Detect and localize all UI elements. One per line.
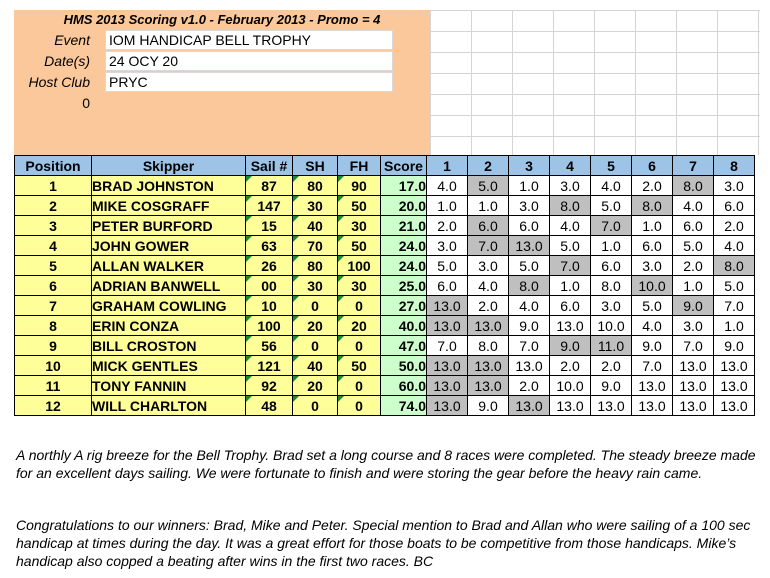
race-result-cell[interactable]: 6.0 xyxy=(427,276,468,296)
table-row xyxy=(15,336,755,356)
race-report-paragraph: A northly A rig breeze for the Bell Trophy. Brad set a long course and 8 races were completed. The steady breeze made for an excellent days sailing. We were fortunate to finish and were storing the gear before the heavy rain came. xyxy=(16,447,756,481)
race-result-cell[interactable]: 13.0 xyxy=(714,376,755,396)
race-result-cell[interactable]: 3.0 xyxy=(714,176,755,196)
race-result-cell[interactable]: 13.0 xyxy=(591,396,632,416)
race-result-cell[interactable]: 2.0 xyxy=(714,216,755,236)
position-cell[interactable]: 12 xyxy=(15,396,92,416)
table-row xyxy=(15,316,755,336)
race-result-cell[interactable]: 4.0 xyxy=(427,176,468,196)
sail-number-cell[interactable]: 100 xyxy=(246,316,293,336)
race-result-cell[interactable]: 7.0 xyxy=(632,356,673,376)
table-row xyxy=(15,276,755,296)
race-result-cell[interactable]: 5.0 xyxy=(427,256,468,276)
race-result-cell[interactable]: 7.0 xyxy=(591,216,632,236)
host-club-row xyxy=(14,72,430,93)
position-cell[interactable]: 8 xyxy=(15,316,92,336)
race-result-cell[interactable]: 1.0 xyxy=(714,316,755,336)
race-result-cell[interactable]: 10.0 xyxy=(591,316,632,336)
score-cell[interactable]: 24.0 xyxy=(381,236,427,256)
race-result-cell[interactable]: 13.0 xyxy=(427,316,468,336)
fh-cell[interactable]: 0 xyxy=(338,296,381,316)
race-result-cell[interactable]: 11.0 xyxy=(591,336,632,356)
race-result-cell[interactable]: 6.0 xyxy=(673,216,714,236)
race-result-cell[interactable]: 9.0 xyxy=(714,336,755,356)
zero-cell[interactable]: 0 xyxy=(82,95,90,111)
sh-cell[interactable]: 0 xyxy=(293,336,338,356)
race-result-cell[interactable]: 6.0 xyxy=(714,196,755,216)
position-cell[interactable]: 3 xyxy=(15,216,92,236)
col-score[interactable]: Score xyxy=(381,156,427,176)
race-result-cell[interactable]: 6.0 xyxy=(509,216,550,236)
race-result-cell[interactable]: 1.0 xyxy=(591,236,632,256)
race-result-cell[interactable]: 8.0 xyxy=(632,196,673,216)
race-result-cell[interactable]: 5.0 xyxy=(714,276,755,296)
race-result-cell[interactable]: 9.0 xyxy=(632,336,673,356)
fh-cell[interactable]: 50 xyxy=(338,356,381,376)
col-race-7[interactable]: 7 xyxy=(673,156,714,176)
race-result-cell[interactable]: 5.0 xyxy=(550,236,591,256)
race-result-cell[interactable]: 8.0 xyxy=(591,276,632,296)
sail-number-cell[interactable]: 63 xyxy=(246,236,293,256)
race-result-cell[interactable]: 2.0 xyxy=(509,376,550,396)
race-result-cell[interactable]: 3.0 xyxy=(427,236,468,256)
race-result-cell[interactable]: 8.0 xyxy=(673,176,714,196)
sh-cell[interactable]: 40 xyxy=(293,216,338,236)
skipper-cell[interactable]: PETER BURFORD xyxy=(92,216,246,236)
race-result-cell[interactable]: 7.0 xyxy=(509,336,550,356)
score-cell[interactable]: 60.0 xyxy=(381,376,427,396)
position-cell[interactable]: 10 xyxy=(15,356,92,376)
event-row xyxy=(14,30,430,51)
table-row xyxy=(15,176,755,196)
race-result-cell[interactable]: 8.0 xyxy=(468,336,509,356)
fh-cell[interactable]: 90 xyxy=(338,176,381,196)
position-cell[interactable]: 7 xyxy=(15,296,92,316)
col-position[interactable]: Position xyxy=(15,156,92,176)
sh-cell[interactable]: 0 xyxy=(293,396,338,416)
skipper-cell[interactable]: WILL CHARLTON xyxy=(92,396,246,416)
race-result-cell[interactable]: 7.0 xyxy=(468,236,509,256)
sail-number-cell[interactable]: 48 xyxy=(246,396,293,416)
race-result-cell[interactable]: 6.0 xyxy=(468,216,509,236)
fh-cell[interactable]: 20 xyxy=(338,316,381,336)
race-result-cell[interactable]: 1.0 xyxy=(632,216,673,236)
table-row xyxy=(15,296,755,316)
position-cell[interactable]: 9 xyxy=(15,336,92,356)
race-result-cell[interactable]: 6.0 xyxy=(632,236,673,256)
race-result-cell[interactable]: 13.0 xyxy=(714,396,755,416)
skipper-cell[interactable]: ALLAN WALKER xyxy=(92,256,246,276)
skipper-cell[interactable]: JOHN GOWER xyxy=(92,236,246,256)
dates-label: Date(s) xyxy=(44,53,90,69)
fh-cell[interactable]: 0 xyxy=(338,396,381,416)
col-race-2[interactable]: 2 xyxy=(468,156,509,176)
fh-cell[interactable]: 50 xyxy=(338,236,381,256)
race-result-cell[interactable]: 5.0 xyxy=(673,236,714,256)
score-cell[interactable]: 74.0 xyxy=(381,396,427,416)
sh-cell[interactable]: 0 xyxy=(293,296,338,316)
score-cell[interactable]: 50.0 xyxy=(381,356,427,376)
sail-number-cell[interactable]: 147 xyxy=(246,196,293,216)
skipper-cell[interactable]: TONY FANNIN xyxy=(92,376,246,396)
race-result-cell[interactable]: 3.0 xyxy=(673,316,714,336)
sh-cell[interactable]: 20 xyxy=(293,376,338,396)
race-result-cell[interactable]: 9.0 xyxy=(591,376,632,396)
col-sail-number[interactable]: Sail # xyxy=(246,156,293,176)
fh-cell[interactable]: 0 xyxy=(338,336,381,356)
race-result-cell[interactable]: 4.0 xyxy=(714,236,755,256)
race-result-cell[interactable]: 3.0 xyxy=(591,296,632,316)
race-result-cell[interactable]: 1.0 xyxy=(673,276,714,296)
col-sh[interactable]: SH xyxy=(293,156,338,176)
col-skipper[interactable]: Skipper xyxy=(92,156,246,176)
position-cell[interactable]: 1 xyxy=(15,176,92,196)
table-row xyxy=(15,376,755,396)
race-result-cell[interactable]: 2.0 xyxy=(673,256,714,276)
race-result-cell[interactable]: 2.0 xyxy=(468,296,509,316)
results-body xyxy=(15,176,755,416)
race-result-cell[interactable]: 1.0 xyxy=(550,276,591,296)
race-result-cell[interactable]: 8.0 xyxy=(550,196,591,216)
score-cell[interactable]: 40.0 xyxy=(381,316,427,336)
table-row xyxy=(15,396,755,416)
score-cell[interactable]: 20.0 xyxy=(381,196,427,216)
race-result-cell[interactable]: 4.0 xyxy=(509,296,550,316)
col-race-5[interactable]: 5 xyxy=(591,156,632,176)
event-field[interactable]: IOM HANDICAP BELL TROPHY xyxy=(105,30,393,50)
col-race-4[interactable]: 4 xyxy=(550,156,591,176)
event-label: Event xyxy=(54,32,90,48)
race-result-cell[interactable]: 2.0 xyxy=(591,356,632,376)
skipper-cell[interactable]: GRAHAM COWLING xyxy=(92,296,246,316)
skipper-cell[interactable]: BILL CROSTON xyxy=(92,336,246,356)
col-race-6[interactable]: 6 xyxy=(632,156,673,176)
score-cell[interactable]: 17.0 xyxy=(381,176,427,196)
race-result-cell[interactable]: 3.0 xyxy=(468,256,509,276)
race-result-cell[interactable]: 13.0 xyxy=(550,396,591,416)
race-result-cell[interactable]: 3.0 xyxy=(550,176,591,196)
race-result-cell[interactable]: 1.0 xyxy=(509,176,550,196)
fh-cell[interactable]: 100 xyxy=(338,256,381,276)
score-cell[interactable]: 24.0 xyxy=(381,256,427,276)
race-result-cell[interactable]: 13.0 xyxy=(550,316,591,336)
sail-number-cell[interactable]: 87 xyxy=(246,176,293,196)
fh-cell[interactable]: 50 xyxy=(338,196,381,216)
race-result-cell[interactable]: 13.0 xyxy=(509,236,550,256)
sail-number-cell[interactable]: 92 xyxy=(246,376,293,396)
skipper-cell[interactable]: ADRIAN BANWELL xyxy=(92,276,246,296)
race-result-cell[interactable]: 10.0 xyxy=(550,376,591,396)
race-result-cell[interactable]: 4.0 xyxy=(632,316,673,336)
dates-row xyxy=(14,51,430,72)
race-result-cell[interactable]: 4.0 xyxy=(673,196,714,216)
host-club-field[interactable]: PRYC xyxy=(105,72,393,92)
table-row xyxy=(15,196,755,216)
position-cell[interactable]: 2 xyxy=(15,196,92,216)
race-result-cell[interactable]: 1.0 xyxy=(427,196,468,216)
race-result-cell[interactable]: 3.0 xyxy=(509,196,550,216)
col-race-3[interactable]: 3 xyxy=(509,156,550,176)
race-result-cell[interactable]: 8.0 xyxy=(509,276,550,296)
table-row xyxy=(15,256,755,276)
race-result-cell[interactable]: 9.0 xyxy=(550,336,591,356)
table-row xyxy=(15,216,755,236)
race-result-cell[interactable]: 2.0 xyxy=(427,216,468,236)
race-result-cell[interactable]: 5.0 xyxy=(509,256,550,276)
race-result-cell[interactable]: 13.0 xyxy=(673,396,714,416)
sail-number-cell[interactable]: 10 xyxy=(246,296,293,316)
sail-number-cell[interactable]: 56 xyxy=(246,336,293,356)
skipper-cell[interactable]: MIKE COSGRAFF xyxy=(92,196,246,216)
skipper-cell[interactable]: MICK GENTLES xyxy=(92,356,246,376)
position-cell[interactable]: 4 xyxy=(15,236,92,256)
col-race-1[interactable]: 1 xyxy=(427,156,468,176)
race-result-cell[interactable]: 13.0 xyxy=(509,356,550,376)
race-result-cell[interactable]: 5.0 xyxy=(468,176,509,196)
position-cell[interactable]: 11 xyxy=(15,376,92,396)
race-result-cell[interactable]: 6.0 xyxy=(550,296,591,316)
race-result-cell[interactable]: 7.0 xyxy=(550,256,591,276)
race-result-cell[interactable]: 13.0 xyxy=(427,296,468,316)
race-result-cell[interactable]: 13.0 xyxy=(632,376,673,396)
score-cell[interactable]: 25.0 xyxy=(381,276,427,296)
race-result-cell[interactable]: 5.0 xyxy=(591,196,632,216)
empty-sheet-grid xyxy=(430,10,760,155)
congratulations-paragraph: Congratulations to our winners: Brad, Mike and Peter. Special mention to Brad and Allan who were sailing of a 100 sec handicap at times during the day. It was a great effort for those boats to be competitive from those handicaps. Mike’s handicap also copped a beating after wins in the first two races. BC xyxy=(16,517,751,569)
race-result-cell[interactable]: 13.0 xyxy=(714,356,755,376)
results-table xyxy=(14,155,755,416)
sh-cell[interactable]: 70 xyxy=(293,236,338,256)
race-result-cell[interactable]: 6.0 xyxy=(591,256,632,276)
race-result-cell[interactable]: 13.0 xyxy=(427,356,468,376)
position-cell[interactable]: 6 xyxy=(15,276,92,296)
race-result-cell[interactable]: 7.0 xyxy=(673,336,714,356)
column-header-row xyxy=(15,156,755,176)
race-result-cell[interactable]: 4.0 xyxy=(468,276,509,296)
race-result-cell[interactable]: 2.0 xyxy=(550,356,591,376)
dates-field[interactable]: 24 OCY 20 xyxy=(105,51,393,71)
position-cell[interactable]: 5 xyxy=(15,256,92,276)
sh-cell[interactable]: 40 xyxy=(293,356,338,376)
race-result-cell[interactable]: 4.0 xyxy=(550,216,591,236)
sh-cell[interactable]: 30 xyxy=(293,276,338,296)
fh-cell[interactable]: 30 xyxy=(338,276,381,296)
table-row xyxy=(15,236,755,256)
skipper-cell[interactable]: BRAD JOHNSTON xyxy=(92,176,246,196)
fh-cell[interactable]: 0 xyxy=(338,376,381,396)
sail-number-cell[interactable]: 00 xyxy=(246,276,293,296)
race-result-cell[interactable]: 13.0 xyxy=(468,376,509,396)
sh-cell[interactable]: 80 xyxy=(293,256,338,276)
sh-cell[interactable]: 20 xyxy=(293,316,338,336)
race-result-cell[interactable]: 8.0 xyxy=(714,256,755,276)
fh-cell[interactable]: 30 xyxy=(338,216,381,236)
sh-cell[interactable]: 30 xyxy=(293,196,338,216)
scoring-title: HMS 2013 Scoring v1.0 - February 2013 - Promo = 4 xyxy=(63,12,381,27)
race-result-cell[interactable]: 10.0 xyxy=(632,276,673,296)
race-result-cell[interactable]: 1.0 xyxy=(468,196,509,216)
race-result-cell[interactable]: 7.0 xyxy=(714,296,755,316)
race-result-cell[interactable]: 4.0 xyxy=(591,176,632,196)
race-result-cell[interactable]: 9.0 xyxy=(468,396,509,416)
race-result-cell[interactable]: 9.0 xyxy=(509,316,550,336)
skipper-cell[interactable]: ERIN CONZA xyxy=(92,316,246,336)
sail-number-cell[interactable]: 121 xyxy=(246,356,293,376)
sail-number-cell[interactable]: 15 xyxy=(246,216,293,236)
race-result-cell[interactable]: 13.0 xyxy=(509,396,550,416)
sail-number-cell[interactable]: 26 xyxy=(246,256,293,276)
race-result-cell[interactable]: 3.0 xyxy=(632,256,673,276)
race-result-cell[interactable]: 13.0 xyxy=(468,316,509,336)
race-result-cell[interactable]: 5.0 xyxy=(632,296,673,316)
race-result-cell[interactable]: 13.0 xyxy=(427,396,468,416)
col-race-8[interactable]: 8 xyxy=(714,156,755,176)
race-result-cell[interactable]: 13.0 xyxy=(427,376,468,396)
race-result-cell[interactable]: 13.0 xyxy=(632,396,673,416)
race-result-cell[interactable]: 13.0 xyxy=(673,356,714,376)
host-club-label: Host Club xyxy=(28,74,90,90)
score-cell[interactable]: 27.0 xyxy=(381,296,427,316)
table-row xyxy=(15,356,755,376)
race-result-cell[interactable]: 2.0 xyxy=(632,176,673,196)
score-cell[interactable]: 47.0 xyxy=(381,336,427,356)
sh-cell[interactable]: 80 xyxy=(293,176,338,196)
col-fh[interactable]: FH xyxy=(338,156,381,176)
race-result-cell[interactable]: 7.0 xyxy=(427,336,468,356)
race-result-cell[interactable]: 9.0 xyxy=(673,296,714,316)
score-cell[interactable]: 21.0 xyxy=(381,216,427,236)
race-result-cell[interactable]: 13.0 xyxy=(673,376,714,396)
race-result-cell[interactable]: 13.0 xyxy=(468,356,509,376)
